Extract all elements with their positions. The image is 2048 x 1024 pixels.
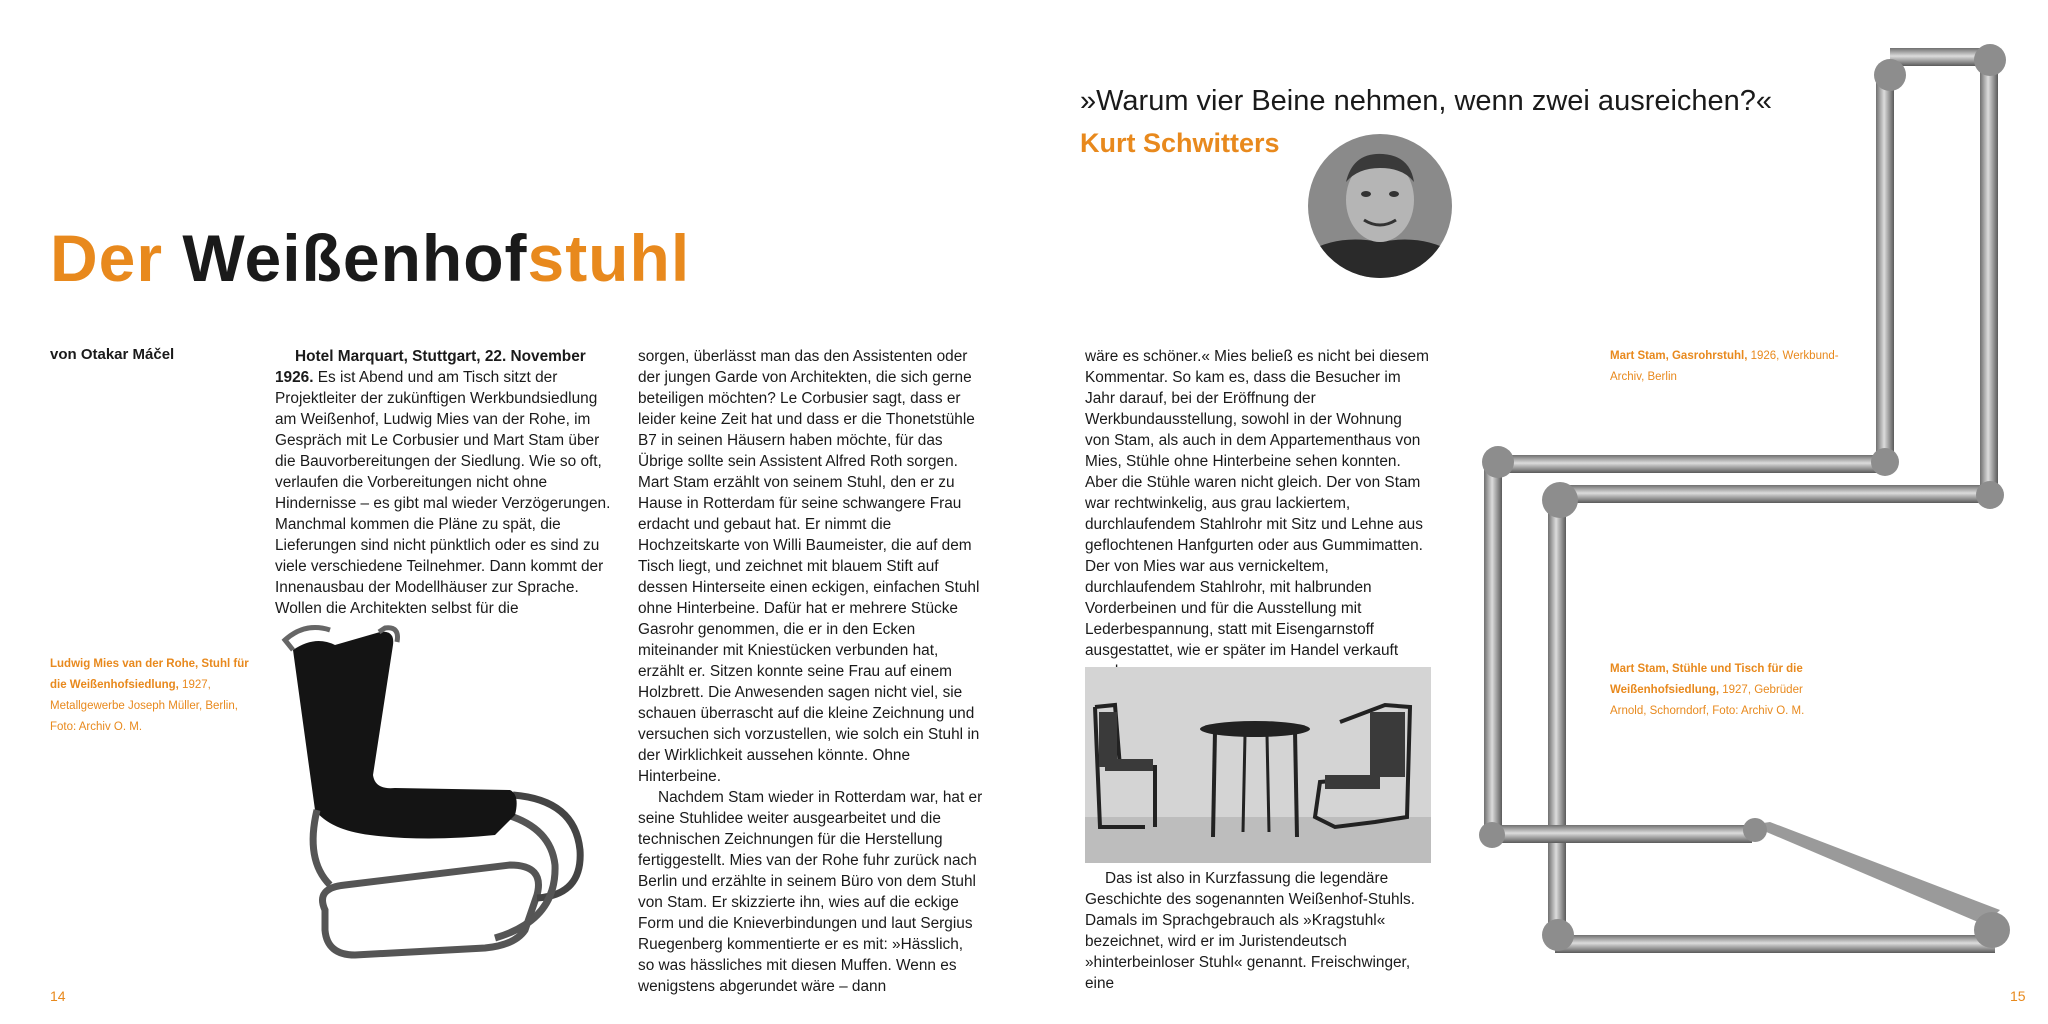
- col3-paragraph-1: wäre es schöner.« Mies beließ es nicht bei diesem Kommentar. So kam es, dass die Besucher im Jahr darauf, bei der Eröffnung der Werkbundausstellung, sowohl in der Wohnung von Stam, als auch in dem Appartementhaus von Mies, Stühle ohne Hinterbeine sehen konnten. Aber die Stühle waren nicht gleich. Der von Stam war rechtwinkelig, aus grau lackiertem, durchlaufendem Stahlrohr mit Sitz und Lehne aus geflochtenen Hanfgurten oder aus Gummimatten. Der von Mies war aus vernickeltem, durchlaufendem Stahlrohr, mit halbrunden Vorderbeinen und für die Ausstellung mit Lederbespannung, statt mit Eisengarnstoff ausgestattet, wie er später im Handel verkauft: [1085, 348, 1429, 659]
- gasrohr-chair-illustration: [1470, 30, 2030, 980]
- caption-gasrohrstuhl: [1610, 346, 1840, 388]
- col3-paragraph-2: Das ist also in Kurzfassung die legendäre Geschichte des sogenannten Weißenhof-Stuhls. Damals im Sprachgebrauch als »Kragstuhl« bezeichnet, wird er im Juristendeutsch »hinterbeinloser Stuhl« genannt. Freischwinger, eine: [1085, 870, 1415, 992]
- caption-mies-chair: [50, 654, 260, 738]
- col2-paragraph-1: sorgen, überlässt man das den Assistenten oder der jungen Garde von Architekten, die sich gerne beteiligen möchten? Le Corbusier sagt, dass er leider keine Zeit hat und dass er die Thonetstühle B7 in seinen Häusern haben möchte, für das Übrige sollte sein Assistent Alfred Roth sorgen. Mart Stam erzählt von seinem Stuhl, den er zu Hause in Rotterdam für seine schwangere Frau erdacht und gebaut hat. Er nimmt die Hochzeitskarte von Willi Baumeister, die auf dem Tisch liegt, und zeichnet mit blauem Stift auf dessen Hinterseite einen eckigen, einfachen Stuhl ohne Hinterbeine. Dafür hat er mehrere Stücke Gasrohr genommen, die er in den Ecken miteinander mit Kniestücken verbunden hat, erzählt er. Sitzen konnte seine Frau auf einem Holzbrett. Die Anwesenden sagen nicht viel, sie schauen überrascht auf die kleine Zeichnung und versuchen sich vorzustellen, wie solch ein Stuhl in der Wirklichkeit aussehen könnte. Ohne Hinterbeine.: [638, 348, 980, 785]
- page-number-left: 14: [50, 988, 66, 1004]
- quote-text: »Warum vier Beine nehmen, wenn zwei ausreichen?«: [1080, 85, 1773, 117]
- mies-chair-photo: [275, 620, 620, 975]
- caption-gasrohr-bold: Mart Stam, Gasrohrstuhl,: [1610, 350, 1748, 362]
- text-column-3-continued: [1085, 868, 1430, 994]
- caption-stuehle-bold: Mart Stam, Stühle und Tisch für die Weißenhofsiedlung,: [1610, 663, 1803, 696]
- text-column-2: [638, 346, 983, 997]
- col2-paragraph-2: Nachdem Stam wieder in Rotterdam war, hat er seine Stuhlidee weiter ausgearbeitet und die technischen Zeichnungen für die Herstellung fertiggestellt. Mies van der Rohe fuhr zurück nach Berlin und erzählte in seinem Büro von dem Stuhl von Stam. Er skizzierte ihn, wies auf die eckige Form und die Knieverbindungen und laut Sergius Ruegenberg kommentierte er es mit: »Hässlich, so was hässliches mit diesen Muffen. Wenn es wenigstens abgerundet wäre – dann: [638, 789, 983, 995]
- text-column-3: [1085, 346, 1430, 682]
- gasrohr-chair-photo: [1470, 30, 2030, 980]
- caption-mies-rest: 1927, Metallgewerbe Joseph Müller, Berlin, Foto: Archiv O. M.: [50, 679, 238, 733]
- page-number-right: 15: [2010, 988, 2026, 1004]
- mies-chair-illustration: [275, 620, 620, 975]
- portrait-photo: [1308, 134, 1452, 278]
- text-column-1: [275, 346, 620, 640]
- title-part-3: stuhl: [527, 221, 691, 295]
- stam-chairs-photo: [1085, 667, 1431, 863]
- caption-mies-bold: Ludwig Mies van der Rohe, Stuhl für die Weißenhofsiedlung,: [50, 658, 249, 691]
- quote-author: Kurt Schwitters: [1080, 128, 1280, 158]
- article-title: [50, 218, 690, 298]
- caption-stuehle-rest: 1927, Gebrüder Arnold, Schorndorf, Foto: Archiv O. M.: [1610, 684, 1805, 717]
- col1-lead: Hotel Marquart, Stuttgart, 22. November 1926.: [275, 348, 586, 386]
- stam-chairs-illustration: [1085, 667, 1431, 863]
- caption-stuehle-tisch: [1610, 659, 1825, 722]
- caption-gasrohr-rest: 1926, Werkbund-Archiv, Berlin: [1610, 350, 1839, 383]
- title-part-2: Weißenhof: [182, 221, 528, 295]
- title-part-1: Der: [50, 221, 164, 295]
- col1-text: Es ist Abend und am Tisch sitzt der Projektleiter der zukünftigen Werkbundsiedlung am Weißenhof, Ludwig Mies van der Rohe, im Gespräch mit Le Corbusier und Mart Stam über die Bauvorbereitungen der Siedlung. Wie so oft, verlaufen die Vorbereitungen nicht ohne Hindernisse – es gibt mal wieder Verzögerungen. Manchmal kommen die Pläne zu spät, die Lieferungen sind nicht pünktlich oder es sind zu viele verschiedene Teilnehmer. Dann kommt der Innenausbau der Modellhäuser zur Sprache. Wollen die Architekten selbst für die: [275, 369, 611, 617]
- portrait-illustration: [1308, 134, 1452, 278]
- author-byline: von Otakar Máčel: [50, 346, 175, 363]
